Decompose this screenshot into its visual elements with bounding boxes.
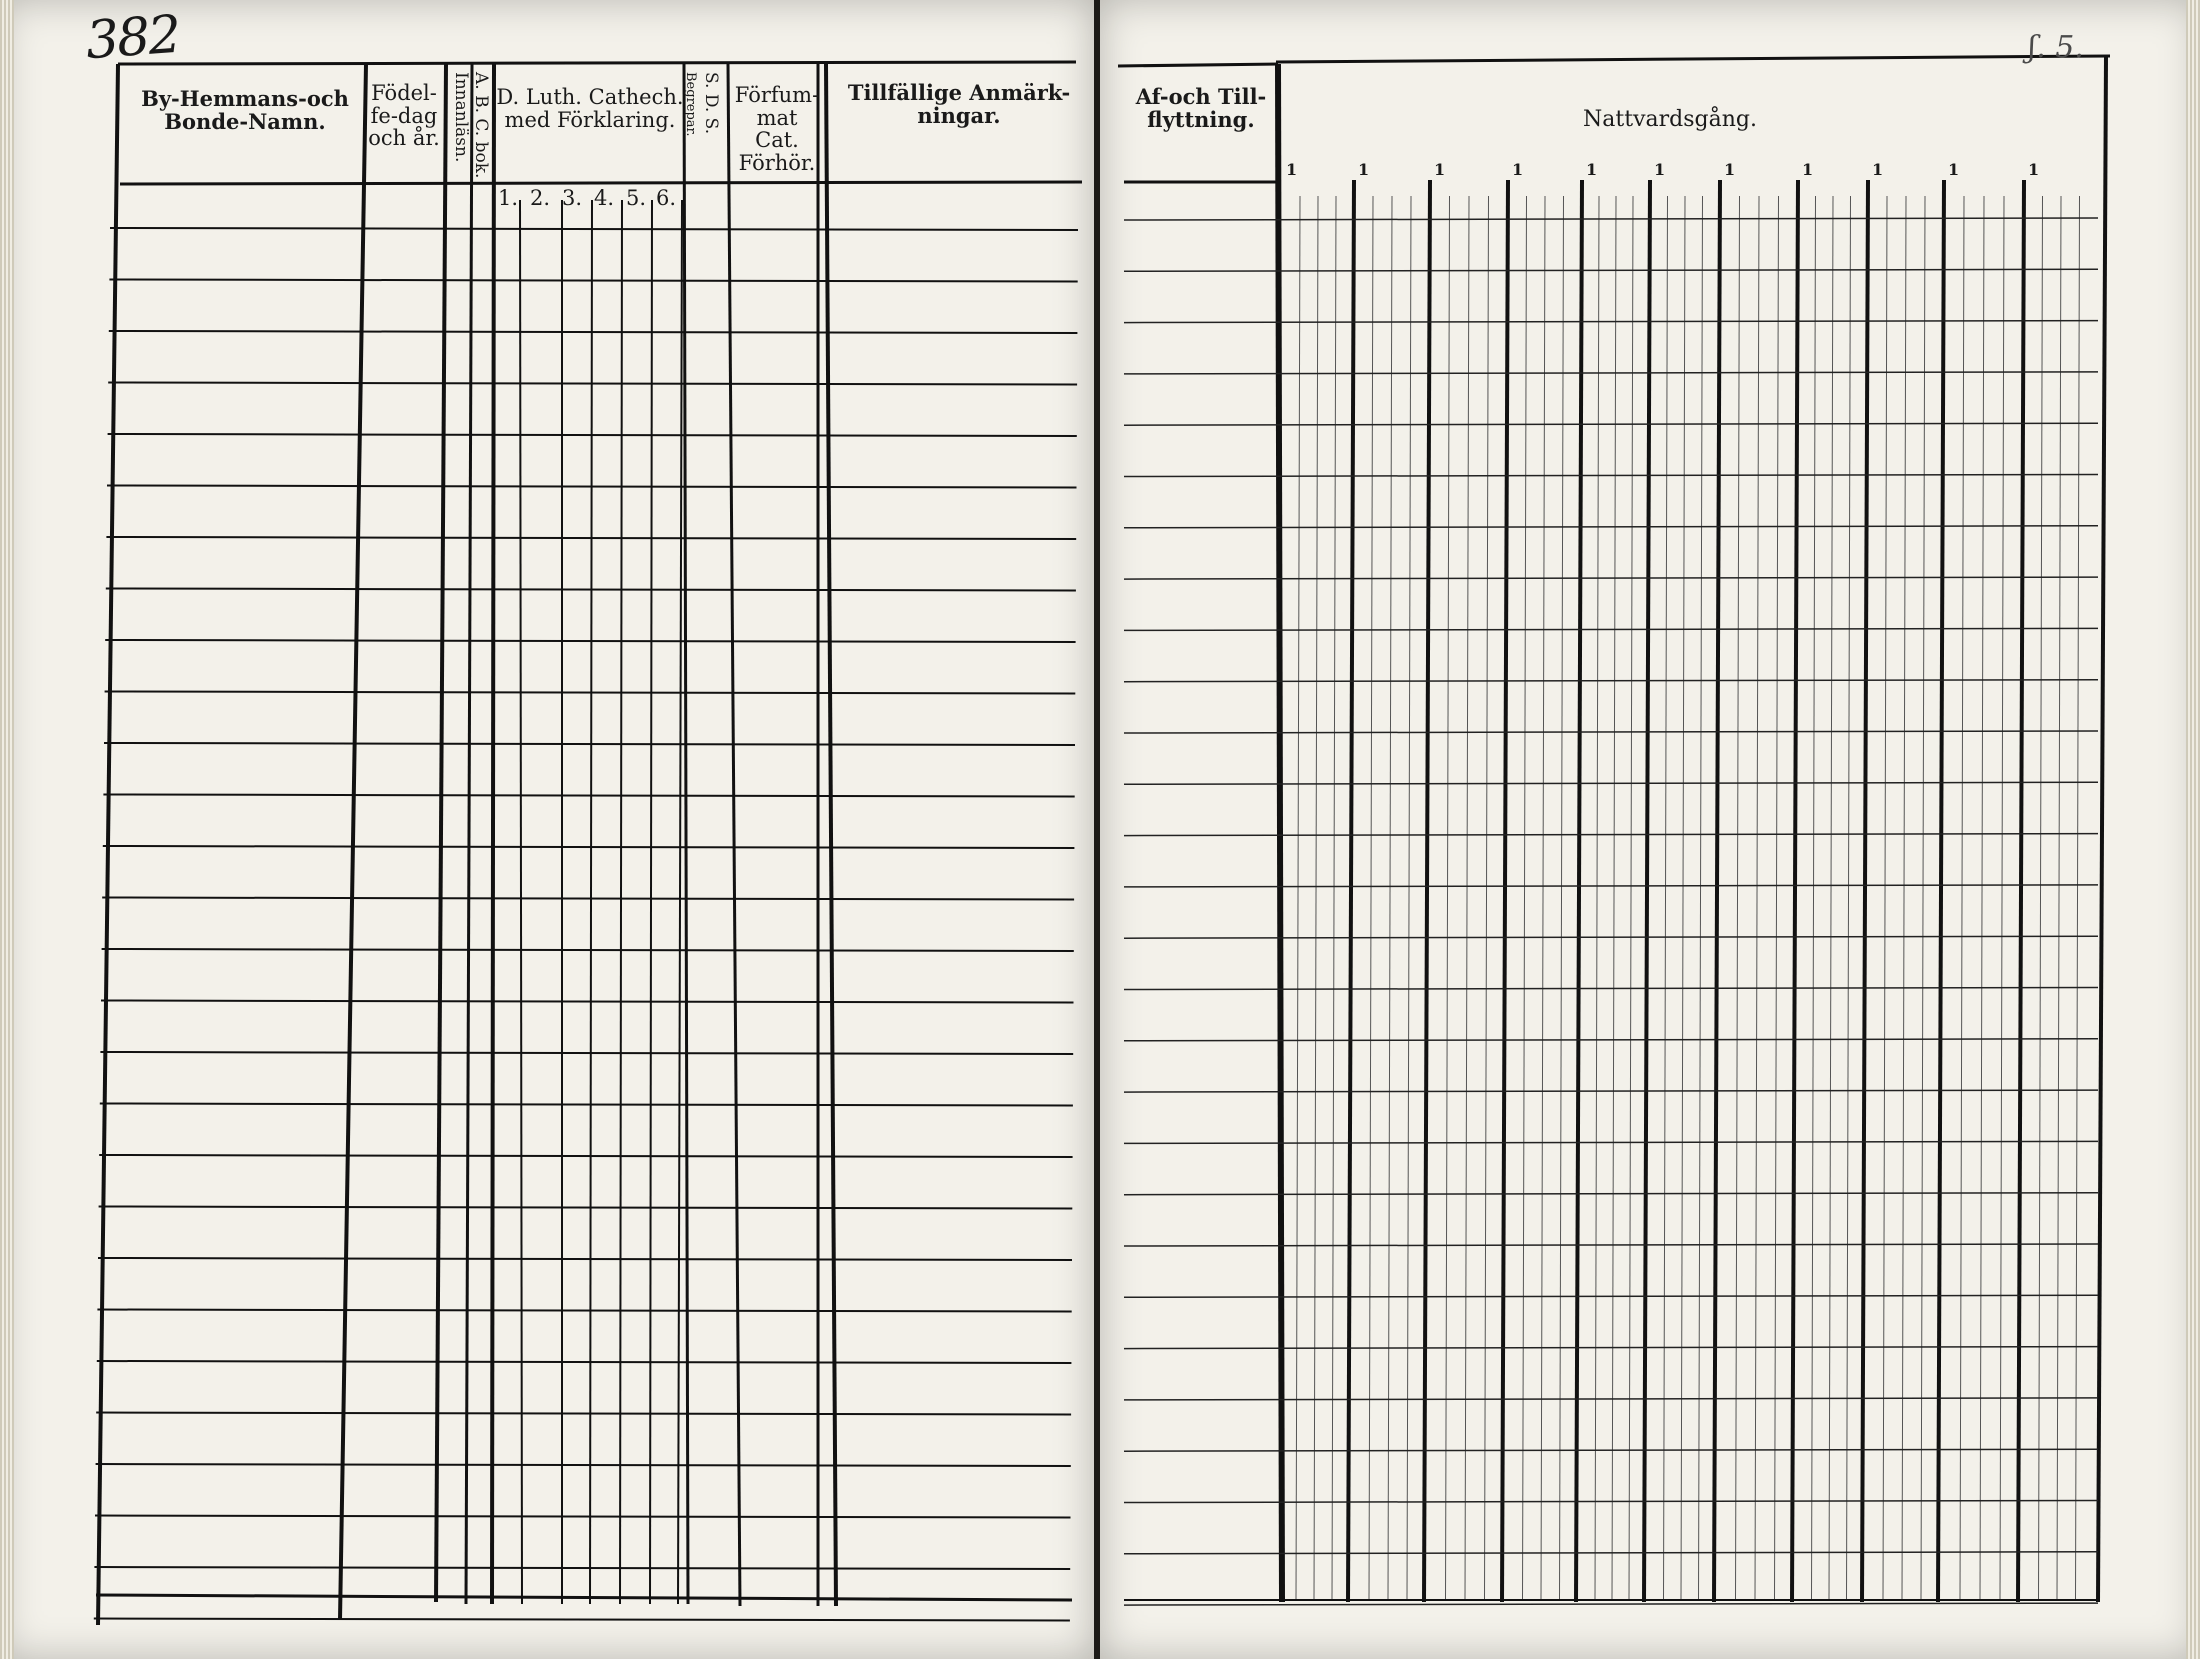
left-row-line [100,1104,1073,1106]
right-row-line [1124,936,2098,938]
communion-sub-line [1407,196,1411,1600]
header-catechism: D. Luth. Cathech. med Förklaring. [496,85,684,132]
communion-group-line [1348,180,1354,1602]
communion-group-line [1424,180,1430,1602]
communion-group-line [2018,180,2024,1602]
left-column-line [590,200,592,1604]
left-column-line [684,64,688,1604]
right-row-line [1124,885,2098,887]
left-row-line [109,331,1078,333]
left-column-line [826,64,836,1606]
left-bottom-rule [96,1595,1072,1600]
header-innanlasn: Innanläsn. [451,72,471,163]
catech-subcol-1: 1. [498,186,519,210]
right-row-line [1124,1398,2098,1400]
left-row-line [96,1413,1071,1415]
communion-group-line [1644,180,1650,1602]
right-row-line [1124,1090,2098,1092]
header-sds: S. D. S. [701,72,721,135]
communion-sub-line [1755,196,1759,1600]
header-notes: Tillfällige Anmärk-ningar. [847,80,1071,128]
left-row-line [98,1258,1072,1260]
right-row-line [1124,1347,2098,1349]
right-row-line [1124,372,2098,374]
communion-sub-line [1485,196,1489,1600]
communion-sub-line [2000,196,2004,1600]
left-column-line [678,200,682,1604]
corner-mark: ʃ. 5. [2028,30,2084,65]
left-row-line [106,589,1076,591]
communion-mark: 1 [1724,160,1736,179]
left-column-line [650,200,652,1604]
left-row-line [105,692,1076,694]
left-row-line [97,1361,1072,1363]
catech-subcol-5: 5. [626,186,647,210]
right-row-line [1124,1449,2098,1451]
right-row-line [1124,834,2098,836]
header-moving: Af-och Till-flyttning. [1135,84,1267,132]
left-row-line [94,1567,1070,1569]
communion-sub-line [1736,196,1740,1600]
left-header-rule [120,182,1082,184]
catech-subcol-6: 6. [656,186,677,210]
left-row-line [101,1001,1074,1003]
communion-sub-line [1681,196,1685,1600]
communion-sub-line [1560,196,1564,1600]
header-forfummat: Förfum-mat Cat. Förhör. [734,83,820,176]
left-row-line [107,486,1077,488]
communion-sub-line [1465,196,1469,1600]
communion-sub-line [1332,196,1336,1600]
left-row-line [103,795,1074,797]
communion-group-line [1862,180,1868,1602]
left-row-line [110,228,1078,230]
communion-sub-line [1388,196,1392,1600]
communion-mark: 1 [1358,160,1370,179]
catech-subcol-2: 2. [530,186,551,210]
communion-mark: 1 [1872,160,1884,179]
right-row-line [1124,1141,2098,1143]
right-row-line [1124,988,2098,990]
communion-mark: 1 [1286,160,1298,179]
communion-mark: 1 [1512,160,1524,179]
left-row-line [102,949,1074,951]
communion-group-line [1576,180,1582,1602]
left-row-line [103,846,1075,848]
header-name: By-Hemmans-och Bonde-Namn. [141,86,349,134]
right-row-line [1124,628,2098,630]
left-column-line [728,64,740,1606]
communion-group-line [1502,180,1508,1602]
left-row-line [94,1619,1070,1621]
communion-group-line [1714,180,1720,1602]
left-column-line [520,200,522,1604]
communion-sub-line [1699,196,1703,1600]
communion-sub-line [1775,196,1779,1600]
left-row-line [99,1155,1072,1157]
communion-sub-line [1612,196,1616,1600]
communion-mark: 1 [1434,160,1446,179]
communion-sub-line [1960,196,1964,1600]
right-row-line [1124,526,2098,528]
communion-mark: 1 [2028,160,2040,179]
header-begrep: Begrepar. [683,72,698,137]
right-row-line [1124,577,2098,579]
left-column-line [466,64,472,1604]
communion-mark: 1 [1948,160,1960,179]
right-row-line [1124,475,2098,477]
left-column-line [492,64,494,1604]
communion-sub-line [1629,196,1633,1600]
left-row-line [108,383,1077,385]
left-row-line [96,1464,1071,1466]
left-column-line [620,200,622,1604]
right-row-line [1124,1193,2098,1195]
right-row-line [1124,1552,2098,1554]
communion-sub-line [1369,196,1373,1600]
communion-mark: 1 [1802,160,1814,179]
right-row-line [1124,731,2098,733]
right-row-line [1124,1244,2098,1246]
right-row-line [1124,1039,2098,1041]
communion-group-line [1938,180,1944,1602]
communion-sub-line [1595,196,1599,1600]
left-row-line [105,640,1075,642]
left-column-line [98,64,118,1625]
right-top-rule [1276,56,2110,62]
left-row-line [106,537,1076,539]
left-row-line [102,898,1074,900]
left-column-line [340,64,366,1620]
right-top-rule [1118,64,1278,66]
communion-sub-line [1446,196,1450,1600]
right-row-line [1124,1603,2098,1605]
communion-sub-line [1296,196,1300,1600]
communion-sub-line [1541,196,1545,1600]
communion-sub-line [1314,196,1318,1600]
left-column-line [436,64,446,1602]
communion-sub-line [1883,196,1887,1600]
communion-sub-line [1664,196,1668,1600]
communion-sub-line [1980,196,1984,1600]
left-top-rule [118,62,1076,64]
right-column-line [1278,64,1282,1602]
page-number: 382 [84,4,182,72]
right-row-line [1124,218,2098,220]
header-communion: Nattvardsgång. [1583,107,1757,132]
left-row-line [95,1516,1071,1518]
left-row-line [100,1052,1073,1054]
communion-sub-line [1902,196,1906,1600]
communion-sub-line [1847,196,1851,1600]
communion-mark: 1 [1586,160,1598,179]
communion-sub-line [1921,196,1925,1600]
communion-sub-line [2076,196,2080,1600]
communion-sub-line [1829,196,1833,1600]
right-row-line [1124,1295,2098,1297]
right-row-line [1124,423,2098,425]
right-row-line [1124,680,2098,682]
left-row-line [108,434,1077,436]
communion-sub-line [2039,196,2043,1600]
left-row-line [104,743,1075,745]
left-row-line [97,1310,1071,1312]
catech-subcol-4: 4. [594,186,615,210]
communion-sub-line [1812,196,1816,1600]
right-row-line [1124,269,2098,271]
left-row-line [109,280,1077,282]
catech-subcol-3: 3. [562,186,583,210]
communion-sub-line [2057,196,2061,1600]
communion-sub-line [1523,196,1527,1600]
right-column-line [2098,56,2106,1602]
left-row-line [99,1207,1073,1209]
right-row-line [1124,321,2098,323]
header-abc: A. B. C. bok. [471,72,491,179]
header-birth: Födel-fe-dag och år. [368,81,440,151]
right-row-line [1124,782,2098,784]
communion-group-line [1792,180,1798,1602]
right-row-line [1124,1501,2098,1503]
communion-mark: 1 [1654,160,1666,179]
